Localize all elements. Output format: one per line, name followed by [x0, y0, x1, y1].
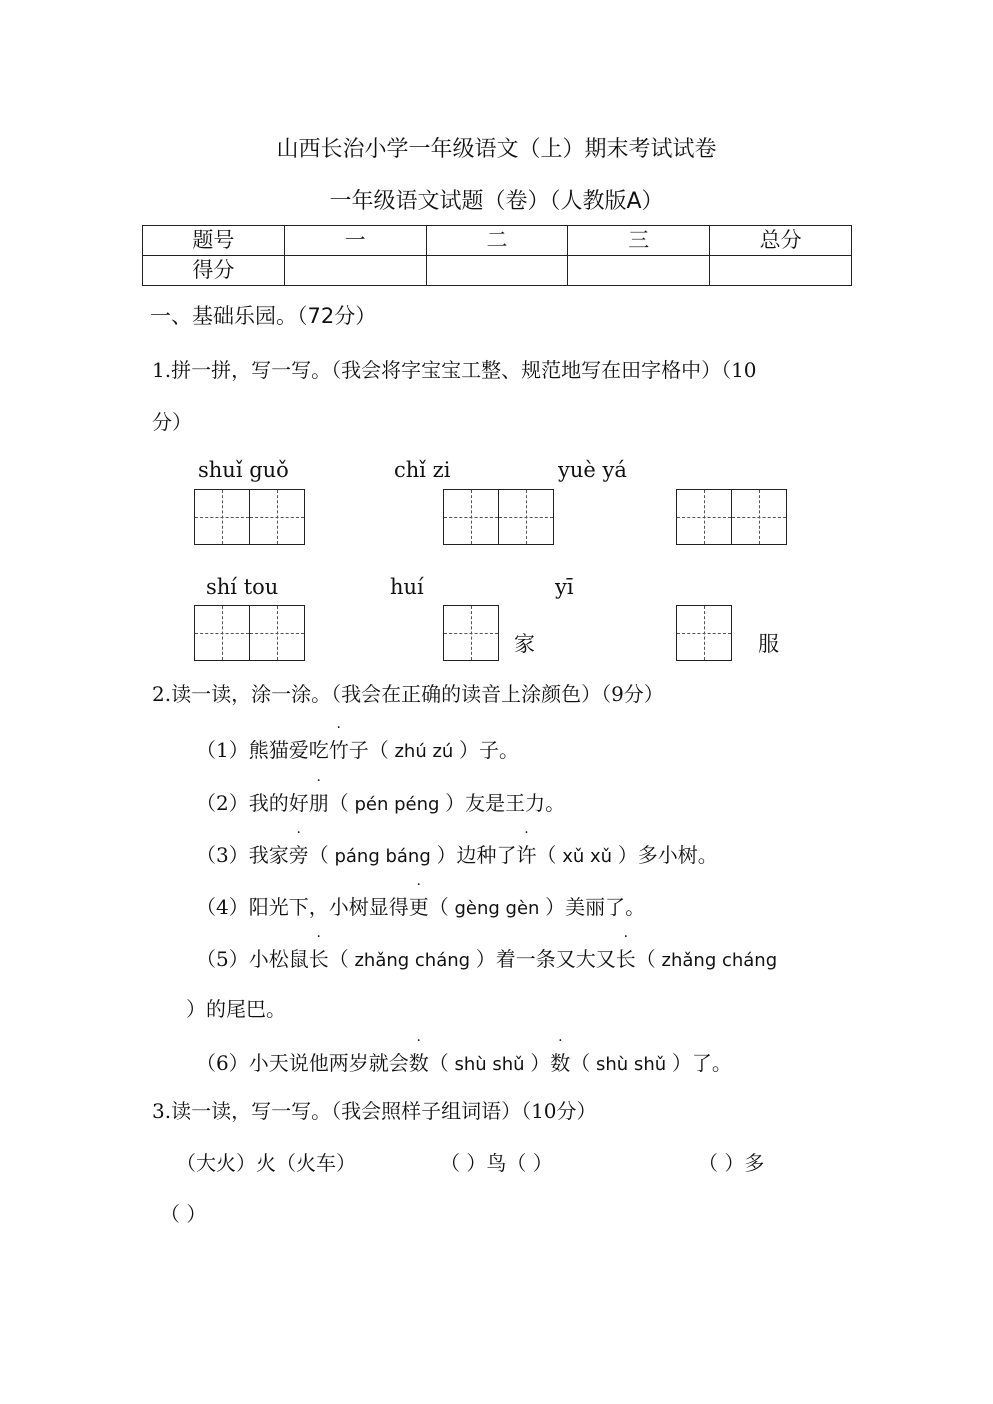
pinyin-options[interactable]: zhǎng cháng — [655, 950, 778, 971]
q2-item — [196, 734, 519, 763]
item-text: （ — [428, 1051, 449, 1075]
item-text: （3）我家 — [196, 843, 289, 867]
marked-char: 许 — [516, 843, 537, 867]
word-suffix: 服 — [758, 632, 779, 656]
score-table-score-row — [143, 256, 852, 286]
q2-heading: 2.读一读，涂一涂。（我会在正确的读音上涂颜色）（9分） — [152, 682, 664, 706]
pinyin-label: shí tou — [206, 575, 279, 599]
tianzi-cell[interactable] — [249, 605, 305, 661]
item-text: （1）熊猫爱吃 — [196, 738, 329, 762]
marked-char: 长 — [308, 947, 329, 971]
pinyin-options[interactable]: shù shǔ — [590, 1054, 672, 1075]
item-text: ）了。 — [671, 1051, 732, 1075]
pinyin-options[interactable]: zhú zú — [388, 741, 460, 762]
exam-subtitle: 一年级语文试题（卷）（人教版A） — [329, 189, 664, 214]
marked-char: 朋 — [308, 791, 329, 815]
q2-item-cont: ）的尾巴。 — [186, 997, 286, 1021]
score-table — [142, 225, 852, 286]
item-text: ）多小树。 — [617, 843, 718, 867]
pinyin-label: huí — [390, 575, 424, 599]
pinyin-options[interactable]: pén péng — [348, 794, 446, 815]
item-text: 子（ — [348, 738, 389, 762]
score-blank[interactable] — [568, 256, 710, 286]
q1-heading: 1.拼一拼，写一写。（我会将字宝宝工整、规范地写在田字格中）（10 — [152, 358, 757, 382]
q2-item — [196, 787, 565, 816]
tianzi-cell[interactable] — [443, 605, 499, 661]
item-text: （2）我的好 — [196, 791, 309, 815]
tianzi-grid[interactable] — [443, 605, 498, 661]
item-text: ）友是王力。 — [445, 791, 566, 815]
score-cell: 得分 — [143, 256, 285, 286]
score-cell: 总分 — [710, 226, 852, 256]
item-text: ）边种了 — [436, 843, 517, 867]
tianzi-cell[interactable] — [443, 489, 499, 545]
tianzi-cell[interactable] — [194, 605, 250, 661]
q3-blank-cont[interactable]: （ ） — [160, 1202, 207, 1226]
section-1-heading: 一、基础乐园。（72分） — [150, 304, 377, 328]
q3-blank-niao[interactable]: （ ）鸟（ ） — [440, 1151, 553, 1175]
score-blank[interactable] — [284, 256, 426, 286]
pinyin-options[interactable]: xǔ xǔ — [556, 846, 618, 867]
marked-char: 数 — [550, 1051, 571, 1075]
item-text: （ — [428, 895, 449, 919]
pinyin-options[interactable]: páng báng — [328, 846, 437, 867]
item-text: （6）小天说他两岁就会 — [196, 1051, 409, 1075]
q2-item — [196, 839, 718, 868]
score-cell: 一 — [284, 226, 426, 256]
item-text: ）美丽了。 — [545, 895, 646, 919]
tianzi-grid[interactable] — [194, 605, 303, 661]
item-text: （ — [536, 843, 557, 867]
q3-blank-duo[interactable]: （ ）多 — [698, 1151, 765, 1175]
item-text: ）着一条又大又 — [475, 947, 616, 971]
q3-heading: 3.读一读，写一写。（我会照样子组词语）（10分） — [152, 1099, 597, 1123]
score-cell: 三 — [568, 226, 710, 256]
pinyin-options[interactable]: zhǎng cháng — [348, 950, 476, 971]
exam-title: 山西长治小学一年级语文（上）期末考试试卷 — [276, 137, 717, 162]
score-blank[interactable] — [426, 256, 568, 286]
q3-example: （大火）火（火车） — [176, 1151, 356, 1175]
marked-char: 更 — [408, 895, 429, 919]
tianzi-grid[interactable] — [676, 489, 785, 545]
pinyin-label: shuǐ guǒ — [198, 458, 289, 482]
item-text: ） — [530, 1051, 551, 1075]
item-text: （4）阳光下，小树显得 — [196, 895, 409, 919]
pinyin-options[interactable]: shù shǔ — [448, 1054, 531, 1075]
item-text: （ — [328, 791, 349, 815]
marked-char: 长 — [615, 947, 636, 971]
item-text: （ — [328, 947, 349, 971]
q2-item — [196, 943, 777, 972]
tianzi-grid[interactable] — [676, 605, 731, 661]
tianzi-grid[interactable] — [194, 489, 303, 545]
q2-item — [196, 891, 645, 920]
item-text: ）子。 — [459, 738, 520, 762]
score-blank[interactable] — [710, 256, 852, 286]
item-text: （ — [308, 843, 329, 867]
pinyin-label: yuè yá — [558, 458, 627, 482]
tianzi-cell[interactable] — [194, 489, 250, 545]
score-cell: 二 — [426, 226, 568, 256]
marked-char: 数 — [408, 1051, 429, 1075]
item-text: （5）小松鼠 — [196, 947, 309, 971]
tianzi-grid[interactable] — [443, 489, 552, 545]
score-cell: 题号 — [143, 226, 285, 256]
tianzi-cell[interactable] — [249, 489, 305, 545]
q1-heading-cont: 分） — [152, 410, 192, 434]
item-text: （ — [635, 947, 656, 971]
item-text: （ — [570, 1051, 591, 1075]
q2-item — [196, 1047, 732, 1076]
tianzi-cell[interactable] — [676, 605, 732, 661]
pinyin-label: yī — [555, 575, 574, 599]
tianzi-cell[interactable] — [731, 489, 787, 545]
pinyin-options[interactable]: gèng gèn — [448, 898, 546, 919]
tianzi-cell[interactable] — [498, 489, 554, 545]
marked-char: 竹 — [328, 738, 349, 762]
score-table-header-row — [143, 226, 852, 256]
tianzi-cell[interactable] — [676, 489, 732, 545]
marked-char: 旁 — [288, 843, 309, 867]
word-suffix: 家 — [514, 632, 535, 656]
pinyin-label: chǐ zi — [394, 458, 451, 482]
